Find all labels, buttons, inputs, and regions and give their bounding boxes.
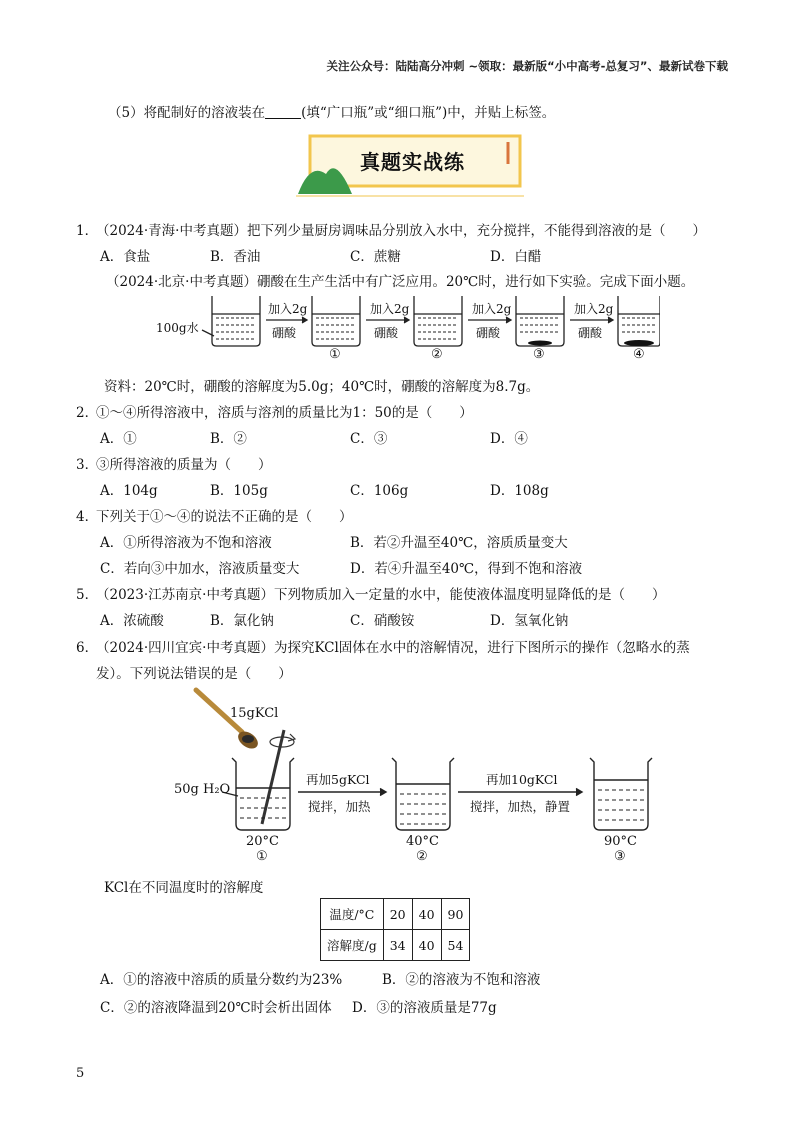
question-number: 4． — [76, 509, 99, 525]
option-c[interactable]: C．②的溶液降温到20℃时会析出固体 — [100, 1000, 332, 1016]
step-add-top-1: 加入2g — [268, 302, 308, 316]
question-number: 3． — [76, 457, 99, 473]
question-number: 2． — [76, 405, 99, 421]
table-cell: 54 — [441, 930, 470, 961]
question-stem: ③所得溶液的质量为（ ） — [96, 457, 272, 473]
step-add-top-3: 加入2g — [472, 302, 512, 316]
step1-bottom-label: 搅拌，加热 — [308, 799, 371, 814]
table-cell: 40 — [412, 930, 441, 961]
question-number: 6． — [76, 640, 99, 656]
question-stem-line2: 发）。下列说法错误的是（ ） — [96, 666, 292, 682]
step-add-bottom-4: 硼酸 — [578, 326, 603, 340]
table-row — [321, 899, 470, 930]
banner-title: 真题实战练 — [360, 150, 465, 174]
option-b[interactable]: B．氯化钠 — [210, 613, 274, 629]
table-cell: 90 — [441, 899, 470, 930]
option-c[interactable]: C．③ — [350, 431, 388, 447]
option-a[interactable]: A．①所得溶液为不饱和溶液 — [100, 535, 272, 551]
table-cell: 34 — [383, 930, 412, 961]
question-number: 1． — [76, 223, 99, 239]
solubility-table — [320, 898, 470, 961]
step-add-bottom-1: 硼酸 — [272, 326, 297, 340]
temp-label-1: 20°C — [246, 834, 279, 849]
table-row — [321, 930, 470, 961]
kcl-figure — [160, 684, 680, 864]
water-label: 100g水 — [156, 321, 199, 335]
option-b[interactable]: B．若②升温至40℃，溶质质量变大 — [350, 535, 568, 551]
option-a[interactable]: A．食盐 — [100, 249, 151, 265]
step-add-bottom-3: 硼酸 — [476, 326, 501, 340]
option-b[interactable]: B．105g — [210, 483, 268, 499]
step-add-bottom-2: 硼酸 — [374, 326, 399, 340]
option-c[interactable]: C．硝酸铵 — [350, 613, 415, 629]
option-a[interactable]: A．浓硫酸 — [100, 613, 164, 629]
beaker-label-2: ② — [416, 849, 428, 864]
reference-info: 资料：20℃时，硼酸的溶解度为5.0g；40℃时，硼酸的溶解度为8.7g。 — [104, 379, 540, 395]
page-header: 关注公众号：陆陆高分冲刺 ~领取：最新版“小中高考-总复习”、最新试卷下载 — [326, 59, 728, 73]
step2-top-label: 再加10gKCl — [486, 772, 558, 787]
question-stem-line1: （2024·四川宜宾·中考真题）为探究KCl固体在水中的溶解情况，进行下图所示的操作（忽略水的蒸 — [96, 640, 690, 656]
question-stem: ①～④所得溶液中，溶质与溶剂的质量比为1：50的是（ ） — [96, 405, 473, 421]
beaker-label-1: ① — [329, 347, 341, 362]
table-cell: 20 — [383, 899, 412, 930]
question-number: 5． — [76, 587, 99, 603]
answer-blank[interactable] — [265, 104, 301, 119]
table-cell: 40 — [412, 899, 441, 930]
beaker-label-3: ③ — [614, 849, 626, 864]
option-d[interactable]: D．④ — [490, 431, 528, 447]
option-c[interactable]: C．若向③中加水，溶液质量变大 — [100, 561, 300, 577]
precipitate-3 — [528, 341, 552, 346]
step2-bottom-label: 搅拌，加热，静置 — [470, 799, 571, 814]
option-a[interactable]: A．①的溶液中溶质的质量分数约为23% — [100, 972, 343, 988]
spoon-label: 15gKCl — [230, 706, 279, 721]
option-c[interactable]: C．106g — [350, 483, 409, 499]
beaker-label-2: ② — [431, 347, 443, 362]
item-text-after: (填“广口瓶”或“细口瓶”)中，并贴上标签。 — [301, 105, 556, 121]
beaker-label-3: ③ — [533, 347, 545, 362]
question-stem: （2024·青海·中考真题）把下列少量厨房调味品分别放入水中，充分搅拌，不能得到溶液的是（ ） — [96, 223, 706, 239]
option-d[interactable]: D．③的溶液质量是77g — [352, 1000, 497, 1016]
row-header: 温度/°C — [321, 899, 384, 930]
spoon-icon — [196, 690, 261, 752]
question-stem: 下列关于①～④的说法不正确的是（ ） — [96, 509, 353, 525]
option-d[interactable]: D．氢氧化钠 — [490, 613, 569, 629]
temp-label-3: 90°C — [604, 834, 637, 849]
group-intro: （2024·北京·中考真题）硼酸在生产生活中有广泛应用。20℃时，进行如下实验。完成下面小题。 — [106, 274, 695, 290]
option-a[interactable]: A．① — [100, 431, 137, 447]
beaker-label-1: ① — [256, 849, 268, 864]
step-add-top-4: 加入2g — [574, 302, 614, 316]
step-add-top-2: 加入2g — [370, 302, 410, 316]
option-a[interactable]: A．104g — [100, 483, 158, 499]
option-d[interactable]: D．若④升温至40℃，得到不饱和溶液 — [350, 561, 583, 577]
question-stem: （2023·江苏南京·中考真题）下列物质加入一定量的水中，能使液体温度明显降低的是（ ） — [96, 587, 666, 603]
option-d[interactable]: D．白醋 — [490, 249, 542, 265]
option-d[interactable]: D．108g — [490, 483, 549, 499]
option-b[interactable]: B．② — [210, 431, 247, 447]
option-b[interactable]: B．香油 — [210, 249, 261, 265]
precipitate-4 — [624, 340, 654, 346]
page-number: 5 — [76, 1066, 85, 1081]
row-header: 溶解度/g — [321, 930, 384, 961]
option-b[interactable]: B．②的溶液为不饱和溶液 — [382, 972, 541, 988]
option-c[interactable]: C．蔗糖 — [350, 249, 401, 265]
beaker-label-4: ④ — [633, 347, 645, 362]
temp-label-2: 40°C — [406, 834, 439, 849]
section-banner — [296, 134, 524, 198]
item-text-before: （5）将配制好的溶液装在 — [108, 105, 266, 121]
step1-top-label: 再加5gKCl — [306, 772, 370, 787]
fill-blank-item — [108, 101, 555, 121]
water-label: 50g H₂O — [174, 782, 231, 797]
boric-acid-figure — [156, 292, 660, 364]
table-caption: KCl在不同温度时的溶解度 — [104, 880, 264, 896]
